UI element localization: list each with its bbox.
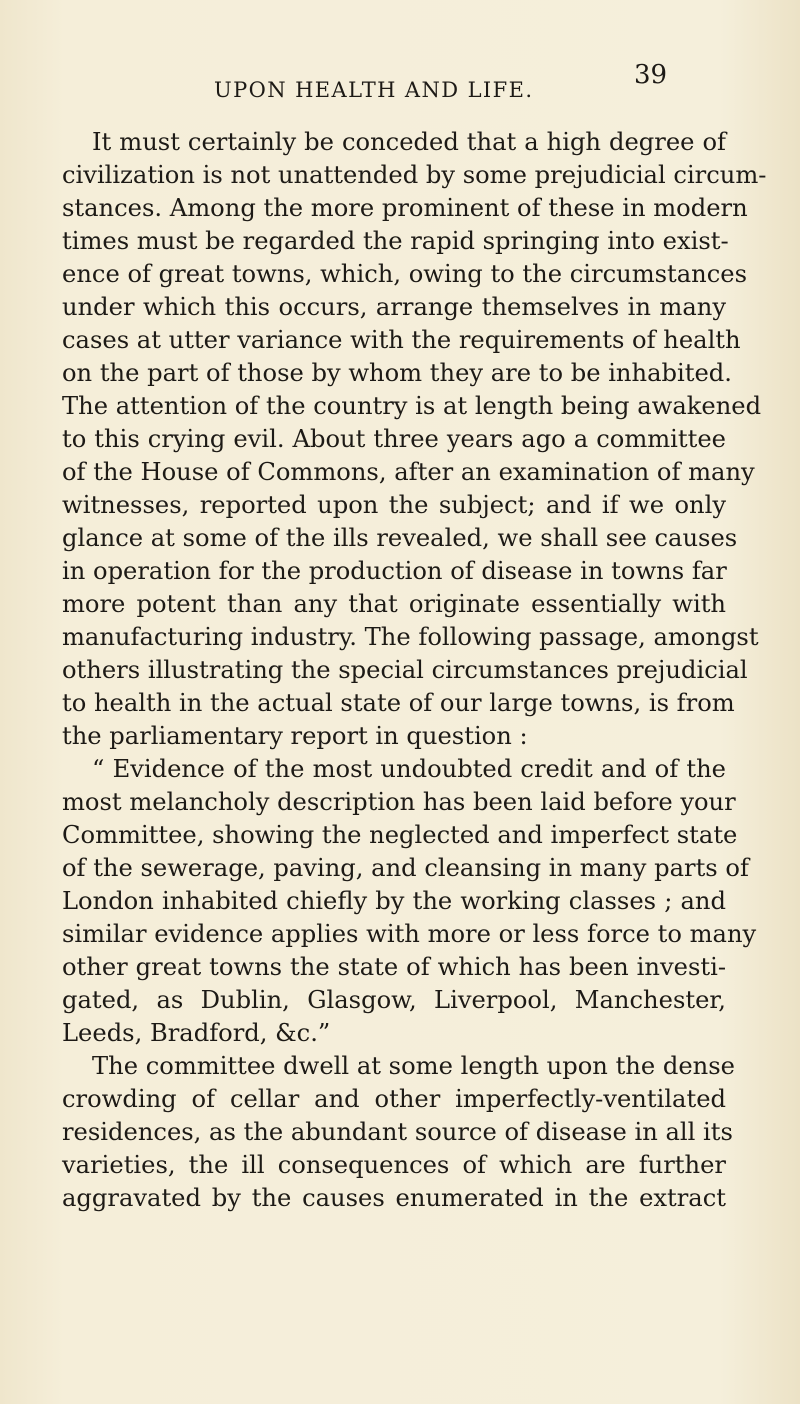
text-line: glance at some of the ills revealed, we shall see causes [62, 524, 738, 552]
quote-line: of the sewerage, paving, and cleansing in many parts of [62, 854, 749, 882]
quote-line: Committee, showing the neglected and imperfect state [62, 821, 738, 849]
text-line: ence of great towns, which, owing to the circumstances [62, 260, 748, 288]
page-number: 39 [634, 60, 668, 90]
text-line: aggravated by the causes enumerated in the extract [62, 1184, 726, 1212]
quote-line: gated, as Dublin, Glasgow, Liverpool, Manchester, [62, 986, 726, 1014]
quote-line: Leeds, Bradford, &c.” [62, 1019, 331, 1047]
text-line: varieties, the ill consequences of which are further [62, 1151, 726, 1179]
text-line: crowding of cellar and other imperfectly-ventilated [62, 1085, 726, 1113]
text-line: It must certainly be conceded that a high degree of [92, 128, 726, 156]
text-line: in operation for the production of disease in towns far [62, 557, 727, 585]
text-line: to this crying evil. About three years ago a committee [62, 425, 726, 453]
running-head: UPON HEALTH AND LIFE. [214, 78, 534, 102]
text-line: cases at utter variance with the requirements of health [62, 326, 741, 354]
text-line: stances. Among the more prominent of these in modern [62, 194, 748, 222]
text-line: of the House of Commons, after an examination of many [62, 458, 755, 486]
text-line: The attention of the country is at length being awakened [62, 392, 762, 420]
text-line: times must be regarded the rapid springing into exist- [62, 227, 729, 255]
text-line: under which this occurs, arrange themselves in many [62, 293, 726, 321]
text-line: more potent than any that originate essentially with [62, 590, 726, 618]
quote-line: London inhabited chiefly by the working classes ; and [62, 887, 726, 915]
text-line: the parliamentary report in question : [62, 722, 528, 750]
quote-line: most melancholy description has been laid before your [62, 788, 736, 816]
quote-line: “ Evidence of the most undoubted credit and of the [92, 755, 726, 783]
text-line: on the part of those by whom they are to be inhabited. [62, 359, 732, 387]
text-line: manufacturing industry. The following passage, amongst [62, 623, 759, 651]
text-line: The committee dwell at some length upon the dense [92, 1052, 735, 1080]
quote-line: similar evidence applies with more or less force to many [62, 920, 757, 948]
text-line: witnesses, reported upon the subject; and if we only [62, 491, 726, 519]
text-line: others illustrating the special circumstances prejudicial [62, 656, 748, 684]
text-line: civilization is not unattended by some prejudicial circum- [62, 161, 767, 189]
text-line: residences, as the abundant source of disease in all its [62, 1118, 733, 1146]
text-line: to health in the actual state of our large towns, is from [62, 689, 735, 717]
quote-line: other great towns the state of which has been investi- [62, 953, 726, 981]
